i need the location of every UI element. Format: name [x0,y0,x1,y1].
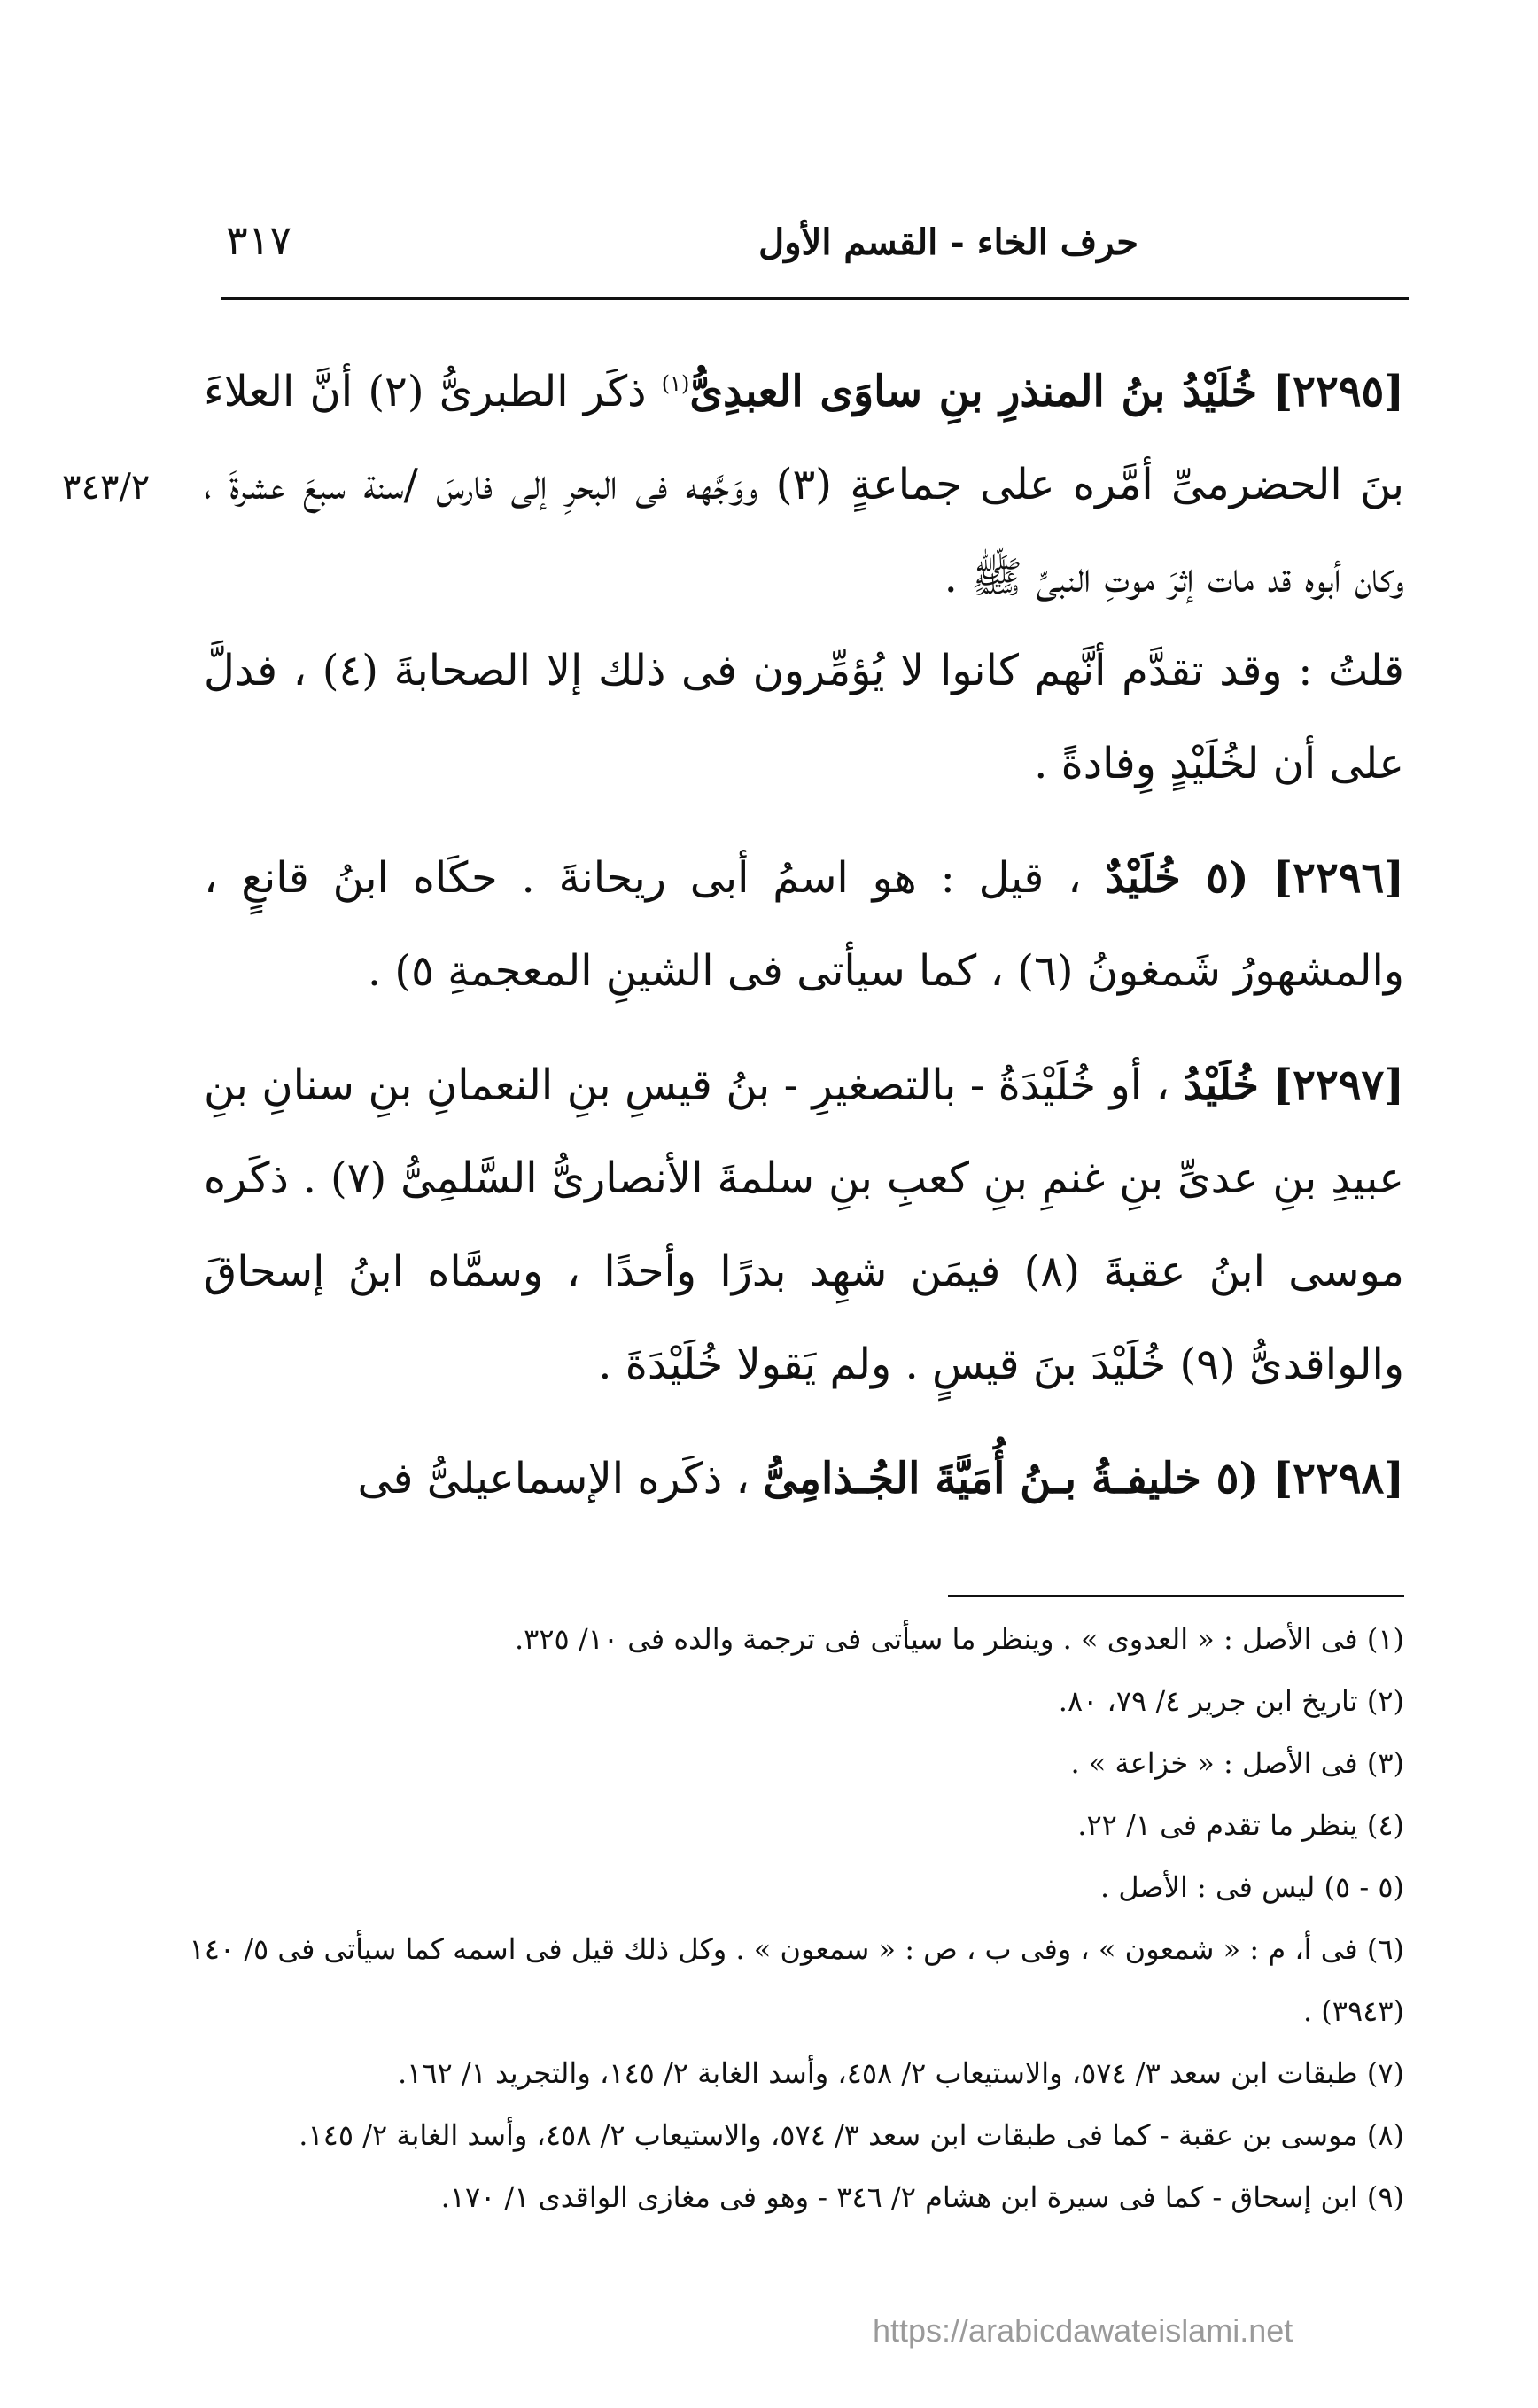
entry-name: (٥ خُلَيْدٌ [1105,853,1249,903]
entry-number: [٢٢٩٥] [1272,367,1404,416]
header-rule [221,297,1409,300]
entry-name: خُلَيْدُ [1183,1060,1259,1110]
page-number: ٣١٧ [226,216,292,264]
main-text [204,346,1404,1547]
running-header [226,213,1404,284]
entry-name: خُلَيْدُ بنُ المنذرِ بنِ ساوَى العبدِىُّ [689,367,1258,416]
header-title: حرف الخاء - القسم الأول [758,221,1138,263]
entry-2296 [204,832,1404,1018]
entry-name: (٥ خليفـةُ بـنُ أُمَيَّةَ الجُـذامِىُّ [763,1454,1260,1503]
footnote: (٧) طبقات ابن سعد ٣/ ٥٧٤، والاستيعاب ٢/ ٤٥٨، وأسد الغابة ٢/ ١٤٥، والتجريد ١/ ١٦٢. [397,2056,1404,2090]
watermark-url: https://arabicdawateislami.net [873,2312,1293,2349]
footnote-ref: (١) [661,371,690,396]
footnote-rule [948,1595,1404,1597]
footnote: (٤) ينظر ما تقدم فى ١/ ٢٢. [1077,1808,1404,1842]
entry-2297 [204,1039,1404,1411]
margin-reference: ٣٤٣/٢ [62,467,151,508]
entry-2298 [204,1433,1404,1526]
footnote: (٦) فى أ، م : « شمعون » ، وفى ب ، ص : « سمعون » . وكل ذلك قيل فى اسمه كما سيأتى فى ٥/ ١٤٠ (٣٩٤٣) . [189,1932,1404,2028]
footnote: (٩) ابن إسحاق - كما فى سيرة ابن هشام ٢/ ٣٤٦ - وهو فى مغازى الواقدى ١/ ١٧٠. [440,2180,1404,2214]
entry-text: ذكَر الطبرىُّ (٢) أنَّ العلاءَ بنَ الحضرمىِّ أمَّره على جماعةٍ (٣) ووَجَّهه فى البحرِ إلى فارسَ /سنة سبعَ عشرةَ ، وكان أبوه قد مات إثرَ موتِ النبىِّ ﷺ . [204,367,1405,602]
entry-text: قلتُ : وقد تقدَّم أنَّهم كانوا لا يُؤمِّرون فى ذلك إلا الصحابةَ (٤) ، فدلَّ على أن لخُلَيْدٍ وِفادةً . [204,646,1404,788]
entry-2295 [204,346,1404,811]
entry-number: [٢٢٩٦] [1272,853,1404,903]
entry-paragraph [204,346,1404,625]
entry-text: ، قيل : هو اسمُ أبى ريحانةَ . حكَاه ابنُ قانعٍ ، والمشهورُ شَمغونُ (٦) ، كما سيأتى فى الشينِ المعجمةِ ٥) . [204,853,1404,996]
entry-paragraph [204,625,1404,811]
footnote: (٨) موسى بن عقبة - كما فى طبقات ابن سعد ٣/ ٥٧٤، والاستيعاب ٢/ ٤٥٨، وأسد الغابة ٢/ ١٤٥. [299,2118,1404,2152]
entry-paragraph [204,1039,1404,1411]
footnote: (٢) تاريخ ابن جرير ٤/ ٧٩، ٨٠. [1058,1684,1404,1718]
entry-text: ، ذكَره الإسماعيلىُّ فى [357,1454,750,1503]
footnote: (١) فى الأصل : « العدوى » . وينظر ما سيأتى فى ترجمة والده فى ١٠/ ٣٢٥. [515,1622,1404,1656]
entry-paragraph [204,1433,1404,1526]
entry-text: ، أو خُلَيْدَةُ - بالتصغيرِ - بنُ قيسِ بنِ النعمانِ بنِ سنانِ بنِ عبيدِ بنِ عدىِّ بنِ غنمِ بنِ كعبِ بنِ سلمةَ الأنصارىُّ السَّلمِىُّ (٧) . ذكَره موسى ابنُ عقبةَ (٨) فيمَن شهِد بدرًا وأحدًا ، وسمَّاه ابنُ إسحاقَ والواقدىُّ (٩) خُلَيْدَ بنَ قيسٍ . ولم يَقولا خُلَيْدَةَ . [204,1060,1405,1389]
entry-number: [٢٢٩٨] [1272,1454,1404,1503]
footnote: (٥ - ٥) ليس فى : الأصل . [1099,1870,1404,1904]
entry-paragraph [204,832,1404,1018]
entry-number: [٢٢٩٧] [1272,1060,1405,1110]
footnote: (٣) فى الأصل : « خزاعة » . [1070,1746,1404,1780]
footnotes [177,1608,1404,2228]
